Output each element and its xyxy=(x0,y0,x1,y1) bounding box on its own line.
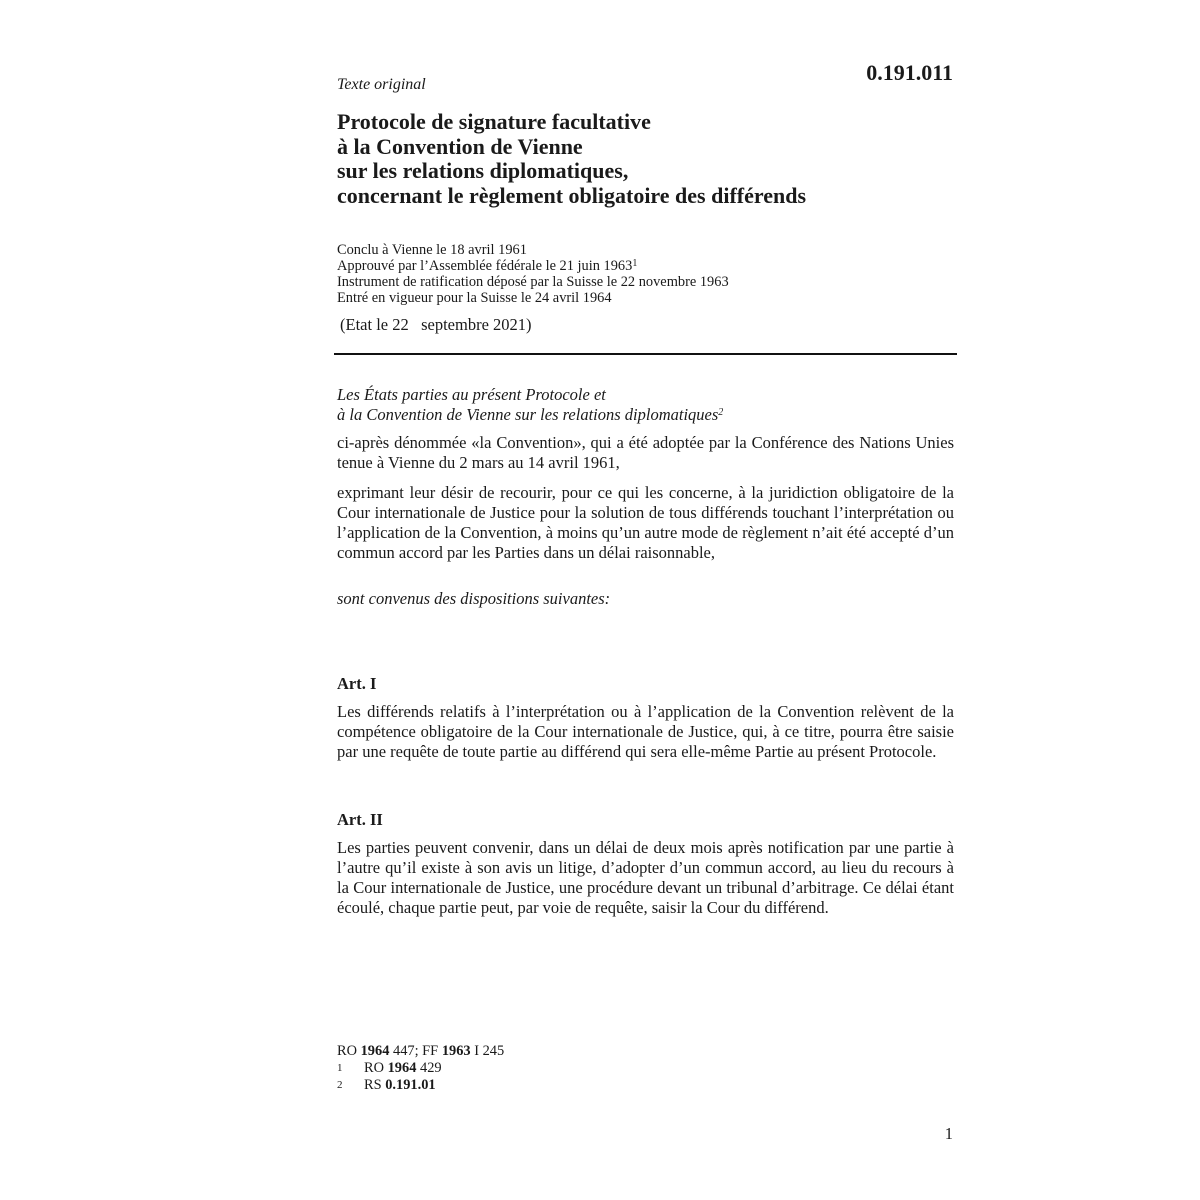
header-divider xyxy=(334,353,957,355)
metadata-block xyxy=(337,242,729,306)
preamble-paragraph: ci-après dénommée «la Convention», qui a été adoptée par la Conférence des Nations Unies tenue à Vienne du 2 mars au 14 avril 1961, xyxy=(337,433,954,472)
footnote-ref-2[interactable]: 2 xyxy=(718,407,724,418)
footnote-number: 1 xyxy=(337,1062,343,1074)
meta-approved-line xyxy=(337,258,729,274)
fn-text: 429 xyxy=(420,1060,442,1076)
preamble-closing: sont convenus des dispositions suivantes: xyxy=(337,589,611,608)
status-date: (Etat le 22 septembre 2021) xyxy=(340,315,532,334)
article-text: Les différends relatifs à l’interprétation ou à l’application de la Convention relèvent de la compétence obligatoire de la Cour internationale de Justice, qui, à ce titre, pourra être saisie par une requête de toute partie au différend qui sera elle-même Partie au présent Protocole. xyxy=(337,702,954,761)
title-line: Protocole de signature facultative xyxy=(337,109,651,134)
preamble-line xyxy=(337,405,723,425)
fn-text: RO xyxy=(337,1043,357,1059)
preamble-paragraph: exprimant leur désir de recourir, pour ce qui les concerne, à la juridiction obligatoire de la Cour internationale de Justice pour la solution de tous différends touchant l’interprétation ou l’application de la Convention, à moins qu’un autre mode de règlement n’ait été accepté d’un commun accord par les Parties dans un délai raisonnable, xyxy=(337,483,954,562)
preamble-intro xyxy=(337,385,723,425)
document-title xyxy=(337,110,957,208)
title-line: sur les relations diplomatiques, xyxy=(337,158,629,183)
fn-text-bold: 1963 xyxy=(441,1043,471,1059)
article-heading: Art. II xyxy=(337,810,383,829)
fn-text: I 245 xyxy=(474,1043,505,1059)
footnote-source xyxy=(337,1043,504,1060)
preamble-line-text: à la Convention de Vienne sur les relations diplomatiques xyxy=(337,405,719,424)
footnote-number: 2 xyxy=(337,1079,343,1091)
meta-concluded: Conclu à Vienne le 18 avril 1961 xyxy=(337,242,527,258)
fn-text-bold: 1964 xyxy=(360,1043,390,1059)
fn-text: RS xyxy=(364,1077,382,1093)
footnotes xyxy=(337,1043,504,1094)
article-text: Les parties peuvent convenir, dans un délai de deux mois après notification par une partie à l’autre qu’il existe à son avis un litige, d’adopter d’un commun accord, au lieu du recours à la Cour internationale de Justice, une procédure devant un tribunal d’arbitrage. Ce délai étant écoulé, chaque partie peut, par voie de requête, saisir la Cour du différend. xyxy=(337,838,954,917)
title-line: concernant le règlement obligatoire des différends xyxy=(337,182,807,208)
text-label: Texte original xyxy=(337,76,426,93)
title-line: à la Convention de Vienne xyxy=(337,133,583,159)
preamble-line: Les États parties au présent Protocole et xyxy=(337,385,606,404)
meta-in-force: Entré en vigueur pour la Suisse le 24 avril 1964 xyxy=(337,290,612,306)
fn-text: 447; FF xyxy=(393,1043,439,1059)
fn-text-bold: 1964 xyxy=(387,1060,417,1076)
fn-text-bold: 0.191.01 xyxy=(385,1077,436,1093)
fn-text: RO xyxy=(364,1060,384,1076)
page-number: 1 xyxy=(944,1124,953,1143)
meta-approved: Approuvé par l’Assemblée fédérale le 21 juin 1963 xyxy=(337,258,633,274)
footnote-ref-1[interactable]: 1 xyxy=(632,258,638,269)
footnote-item xyxy=(337,1077,504,1094)
sr-number: 0.191.011 xyxy=(866,60,953,85)
footnote-item xyxy=(337,1060,504,1077)
article-heading: Art. I xyxy=(337,674,377,693)
meta-ratification: Instrument de ratification déposé par la Suisse le 22 novembre 1963 xyxy=(337,274,729,290)
